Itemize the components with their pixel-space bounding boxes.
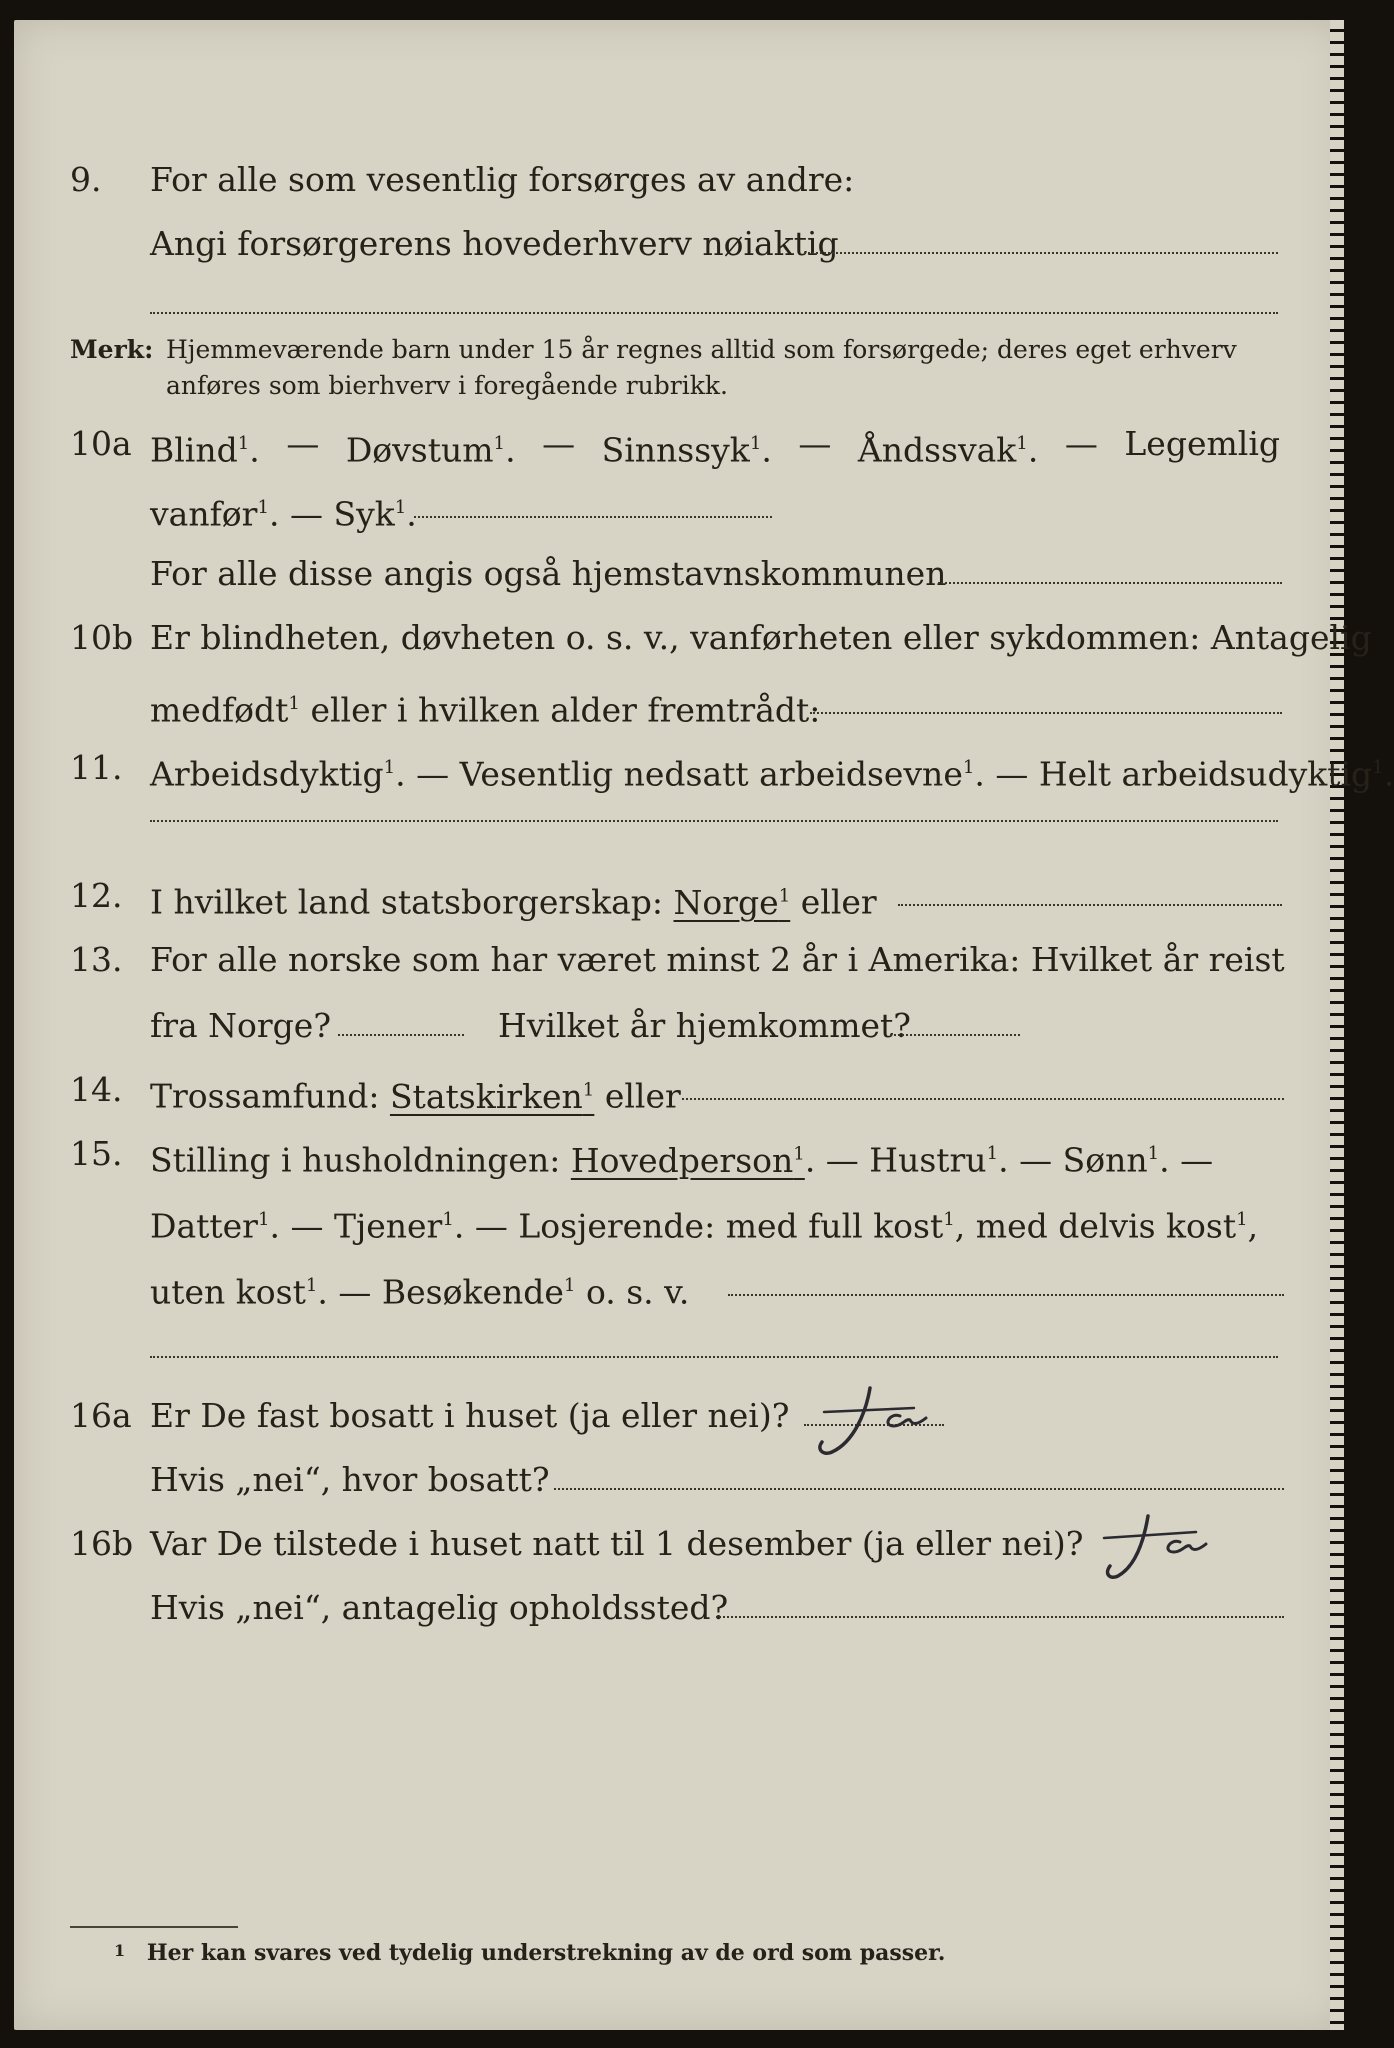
- option-full-kost: med full kost: [725, 1206, 944, 1246]
- q15-fill: [728, 1294, 1284, 1296]
- q9-answer-line: [150, 312, 1278, 314]
- merk-line2: anføres som bierhverv i foregående rubrikk.: [166, 371, 728, 400]
- q10a-syk-fill: [414, 516, 772, 518]
- option-arbeidsdyktig: Arbeidsdyktig: [150, 754, 384, 794]
- q13-reist: fra Norge?: [150, 1006, 332, 1045]
- q14-question: Trossamfund:: [150, 1076, 380, 1116]
- census-form-page: 9. For alle som vesentlig forsørges av andre: Angi forsørgerens hovederhverv nøiaktig Merk: Hjemmeværende barn under 15 år regnes alltid som forsørgede; deres eget erhverv anføres som bierhverv i foregående rubrikk. 10a Blind$^1$. — Døvstum$^1$. — Sinnssyk$^1$. — Åndssvak$^1$. — Legemlig vanfør$^1$. — Syk$^1$. For alle disse angis også hjemstavnskommunen 10b Er blindheten, døvheten o. s. v., vanførheten eller sykdommen: Antagelig medfødt$^1$ eller i hvilken alder fremtrådt: 11. Arbeidsdyktig$^1$. — Vesentlig nedsatt arbeidsevne$^1$. — Helt arbeidsudyktig$^1$. 12. I hvilket land statsborgerskap: Norge$^1$ eller 13. For alle norske som har været minst 2 år i Amerika: Hvilket år reist fra Norge? Hvilket år hjemkommet? 14. Trossamfund: Statskirken$^1$ eller 15. Stilling i husholdningen: Hovedperson$^1$. — Hustru$^1$. — Sønn$^1$. — Datter$^1$. — Tjener$^1$. — Losjerende: med full kost$^1$, med delvis kost$^1$, uten kost$^1$. — Besøkende$^1$ o. s. v. 16a Er De fast bosatt i huset (ja eller nei)? Hvis „nei“, hvor bosatt? 16b Var De tilstede i huset natt til 1 desember (ja eller nei)? Hvis „nei“, antagelig opholdssted? 1 Her kan svares ved tydelig understrekning av de ord som passer.: [14, 20, 1344, 2030]
- q16a-number: 16a: [70, 1396, 132, 1435]
- option-besokende: Besøkende: [381, 1272, 564, 1312]
- q16a-handwritten-answer: [804, 1382, 964, 1462]
- q16a-bosatt: Hvis „nei“, hvor bosatt?: [150, 1460, 550, 1499]
- q16a-question: Er De fast bosatt i huset (ja eller nei)?: [150, 1396, 790, 1435]
- option-norge: Norge$^1$: [673, 882, 791, 922]
- q15-question: Stilling i husholdningen:: [150, 1140, 561, 1180]
- q10b-fill: [810, 712, 1282, 714]
- merk-label: Merk:: [70, 335, 154, 364]
- option-syk: Syk: [333, 494, 395, 534]
- q12-number: 12.: [70, 876, 123, 915]
- q16b-question: Var De tilstede i huset natt til 1 desember (ja eller nei)?: [150, 1524, 1084, 1563]
- option-sinnssyk: Sinnssyk: [601, 430, 750, 470]
- q10a-hjemstavn-fill: [938, 582, 1282, 584]
- option-losjerende: Losjerende:: [518, 1206, 716, 1246]
- q9-number: 9.: [70, 160, 102, 199]
- q15-answer-line: [150, 1356, 1278, 1358]
- q16b-opholdssted: Hvis „nei“, antagelig opholdssted?: [150, 1588, 729, 1627]
- option-dovstum: Døvstum: [345, 430, 494, 470]
- q10b-number: 10b: [70, 618, 134, 657]
- merk-line1: Hjemmeværende barn under 15 år regnes alltid som forsørgede; deres eget erhverv: [166, 335, 1237, 364]
- option-hustru: Hustru: [869, 1140, 987, 1180]
- q16b-opholdssted-fill: [716, 1616, 1284, 1618]
- q9-fill-line: [804, 252, 1278, 254]
- option-legemlig: Legemlig: [1124, 424, 1280, 463]
- q12-question: I hvilket land statsborgerskap:: [150, 882, 664, 922]
- q13-hjemkommet: Hvilket år hjemkommet?: [498, 1006, 911, 1045]
- option-blind: Blind: [150, 430, 238, 470]
- option-andssvak: Åndssvak: [857, 430, 1017, 470]
- footnote-rule: [70, 1926, 238, 1928]
- footnote-text: Her kan svares ved tydelig understrekning av de ord som passer.: [146, 1940, 946, 1966]
- q10a-number: 10a: [70, 424, 132, 463]
- option-hovedperson: Hovedperson$^1$: [570, 1140, 805, 1180]
- q14-number: 14.: [70, 1070, 123, 1109]
- q11-number: 11.: [70, 748, 123, 787]
- q16b-number: 16b: [70, 1524, 134, 1563]
- footnote: [114, 1940, 945, 1966]
- option-medfodt: medfødt: [150, 690, 289, 730]
- option-datter: Datter: [150, 1206, 258, 1246]
- option-sonn: Sønn: [1062, 1140, 1148, 1180]
- option-vanfor: vanfør: [150, 494, 258, 534]
- q9-question: For alle som vesentlig forsørges av andre:: [150, 160, 855, 199]
- option-udyktig: Helt arbeidsudyktig: [1038, 754, 1373, 794]
- q16a-bosatt-fill: [554, 1488, 1284, 1490]
- q11-answer-line: [150, 820, 1278, 822]
- option-tjener: Tjener: [334, 1206, 443, 1246]
- option-uten-kost: uten kost: [150, 1272, 306, 1312]
- option-delvis-kost: med delvis kost: [975, 1206, 1237, 1246]
- option-statskirken: Statskirken$^1$: [389, 1076, 595, 1116]
- option-nedsatt: Vesentlig nedsatt arbeidsevne: [459, 754, 963, 794]
- q10a-hjemstavn: For alle disse angis også hjemstavnskommunen: [150, 554, 947, 593]
- q13-number: 13.: [70, 940, 123, 979]
- q9-provider-occupation: Angi forsørgerens hovederhverv nøiaktig: [150, 224, 839, 263]
- q10a-options: Blind$^1$. — Døvstum$^1$. — Sinnssyk$^1$. — Åndssvak$^1$. — Legemlig: [150, 424, 1280, 470]
- q13-reist-fill: [338, 1034, 464, 1036]
- footnote-mark: 1: [114, 1941, 126, 1960]
- q14-fill: [682, 1098, 1284, 1100]
- perforated-edge: [1330, 20, 1344, 2030]
- q15-number: 15.: [70, 1134, 123, 1173]
- q13-question: For alle norske som har været minst 2 år i Amerika: Hvilket år reist: [150, 940, 1285, 979]
- q10b-question: Er blindheten, døvheten o. s. v., vanførheten eller sykdommen: Antagelig: [150, 618, 1372, 657]
- q13-hjemkommet-fill: [890, 1034, 1020, 1036]
- q12-fill: [898, 904, 1282, 906]
- q10b-age: eller i hvilken alder fremtrådt:: [310, 690, 821, 730]
- q16b-handwritten-answer: [1096, 1510, 1256, 1590]
